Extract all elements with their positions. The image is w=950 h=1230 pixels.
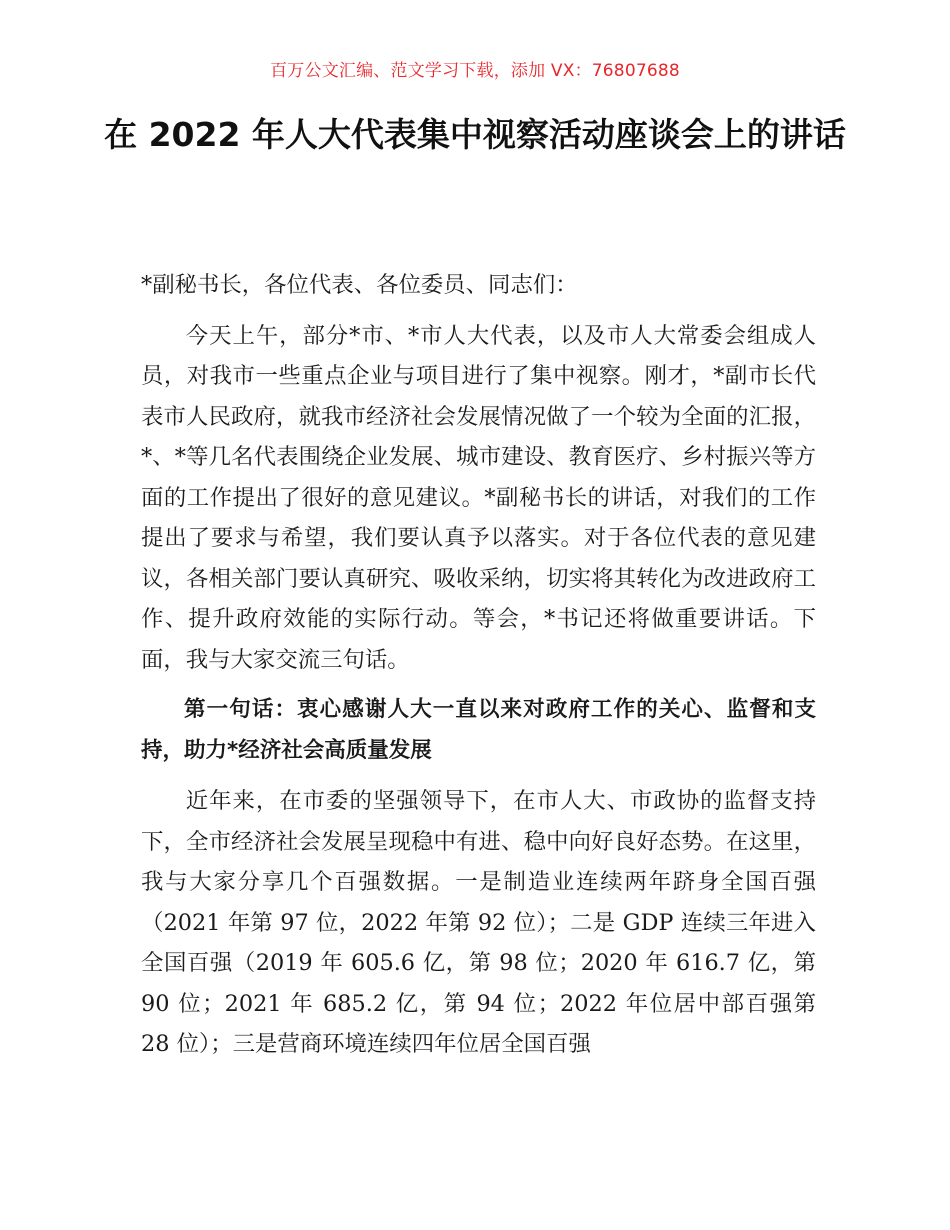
document-title: 在 2022 年人大代表集中视察活动座谈会上的讲话: [104, 115, 846, 154]
watermark-header: 百万公文汇编、范文学习下载，添加 VX：76807688: [270, 61, 680, 81]
section-heading-1: 第一句话：衷心感谢人大一直以来对政府工作的关心、监督和支持，助力*经济社会高质量发展: [141, 697, 816, 763]
salutation: *副秘书长，各位代表、各位委员、同志们：: [141, 272, 578, 298]
paragraph-intro: 今天上午，部分*市、*市人大代表，以及市人大常委会组成人员，对我市一些重点企业与项目进行了集中视察。刚才，*副市长代表市人民政府，就我市经济社会发展情况做了一个较为全面的汇报，*、*等几名代表围绕企业发展、城市建设、教育医疗、乡村振兴等方面的工作提出了很好的意见建议。*副秘书长的讲话，对我们的工作提出了要求与希望，我们要认真予以落实。对于各位代表的意见建议，各相关部门要认真研究、吸收采纳，切实将其转化为改进政府工作、提升政府效能的实际行动。等会，*书记还将做重要讲话。下面，我与大家交流三句话。: [141, 322, 816, 673]
document-body: [141, 265, 816, 1075]
paragraph-section-1: 近年来，在市委的坚强领导下，在市人大、市政协的监督支持下，全市经济社会发展呈现稳中有进、稳中向好良好态势。在这里，我与大家分享几个百强数据。一是制造业连续两年跻身全国百强（2021 年第 97 位，2022 年第 92 位）；二是 GDP 连续三年进入全国百强（2019 年 605.6 亿，第 98 位；2020 年 616.7 亿，第 90 位；2021 年 685.2 亿，第 94 位；2022 年位居中部百强第 28 位）；三是营商环境连续四年位居全国百强: [141, 788, 816, 1057]
